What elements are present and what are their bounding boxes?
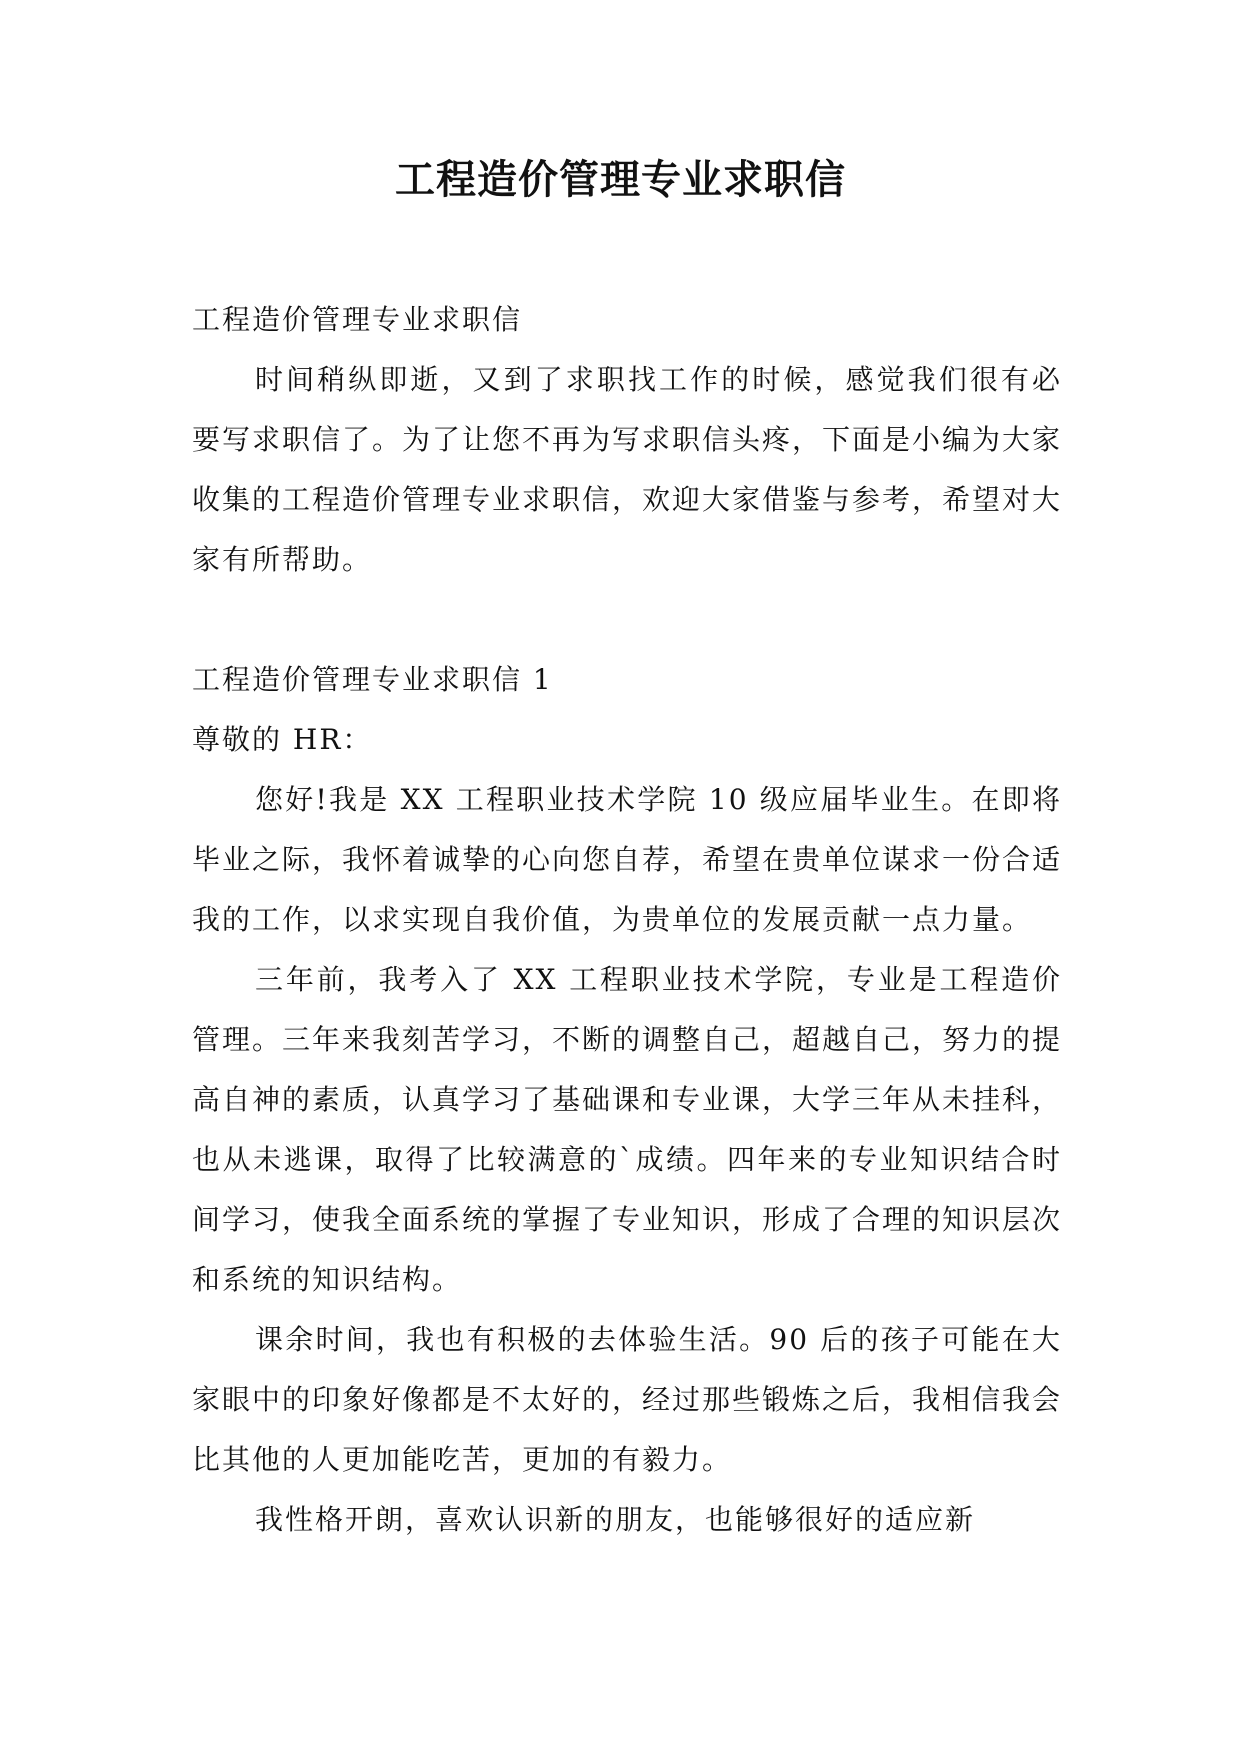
document-title: 工程造价管理专业求职信 (395, 156, 846, 203)
spacer (192, 590, 1062, 650)
intro-paragraph: 时间稍纵即逝，又到了求职找工作的时候，感觉我们很有必要写求职信了。为了让您不再为写求职信头疼，下面是小编为大家收集的工程造价管理专业求职信，欢迎大家借鉴与参考，希望对大家有所帮助。 (192, 363, 1063, 576)
body-paragraph: 我性格开朗，喜欢认识新的朋友，也能够很好的适应新 (255, 1503, 976, 1536)
subtitle: 工程造价管理专业求职信 (192, 303, 523, 336)
document-body (192, 290, 1062, 1550)
salutation: 尊敬的 HR： (192, 723, 373, 756)
body-paragraph: 课余时间，我也有积极的去体验生活。90 后的孩子可能在大家眼中的印象好像都是不太好的，经过那些锻炼之后，我相信我会比其他的人更加能吃苦，更加的有毅力。 (192, 1323, 1063, 1476)
body-paragraph: 三年前，我考入了 XX 工程职业技术学院，专业是工程造价管理。三年来我刻苦学习，不断的调整自己，超越自己，努力的提高自神的素质，认真学习了基础课和专业课，大学三年从未挂科，也从未逃课，取得了比较满意的`成绩。四年来的专业知识结合时间学习，使我全面系统的掌握了专业知识，形成了合理的知识层次和系统的知识结构。 (192, 963, 1063, 1296)
section-heading: 工程造价管理专业求职信 1 (192, 663, 553, 696)
body-paragraph: 您好!我是 XX 工程职业技术学院 10 级应届毕业生。在即将毕业之际，我怀着诚挚的心向您自荐，希望在贵单位谋求一份合适我的工作，以求实现自我价值，为贵单位的发展贡献一点力量。 (192, 783, 1063, 936)
